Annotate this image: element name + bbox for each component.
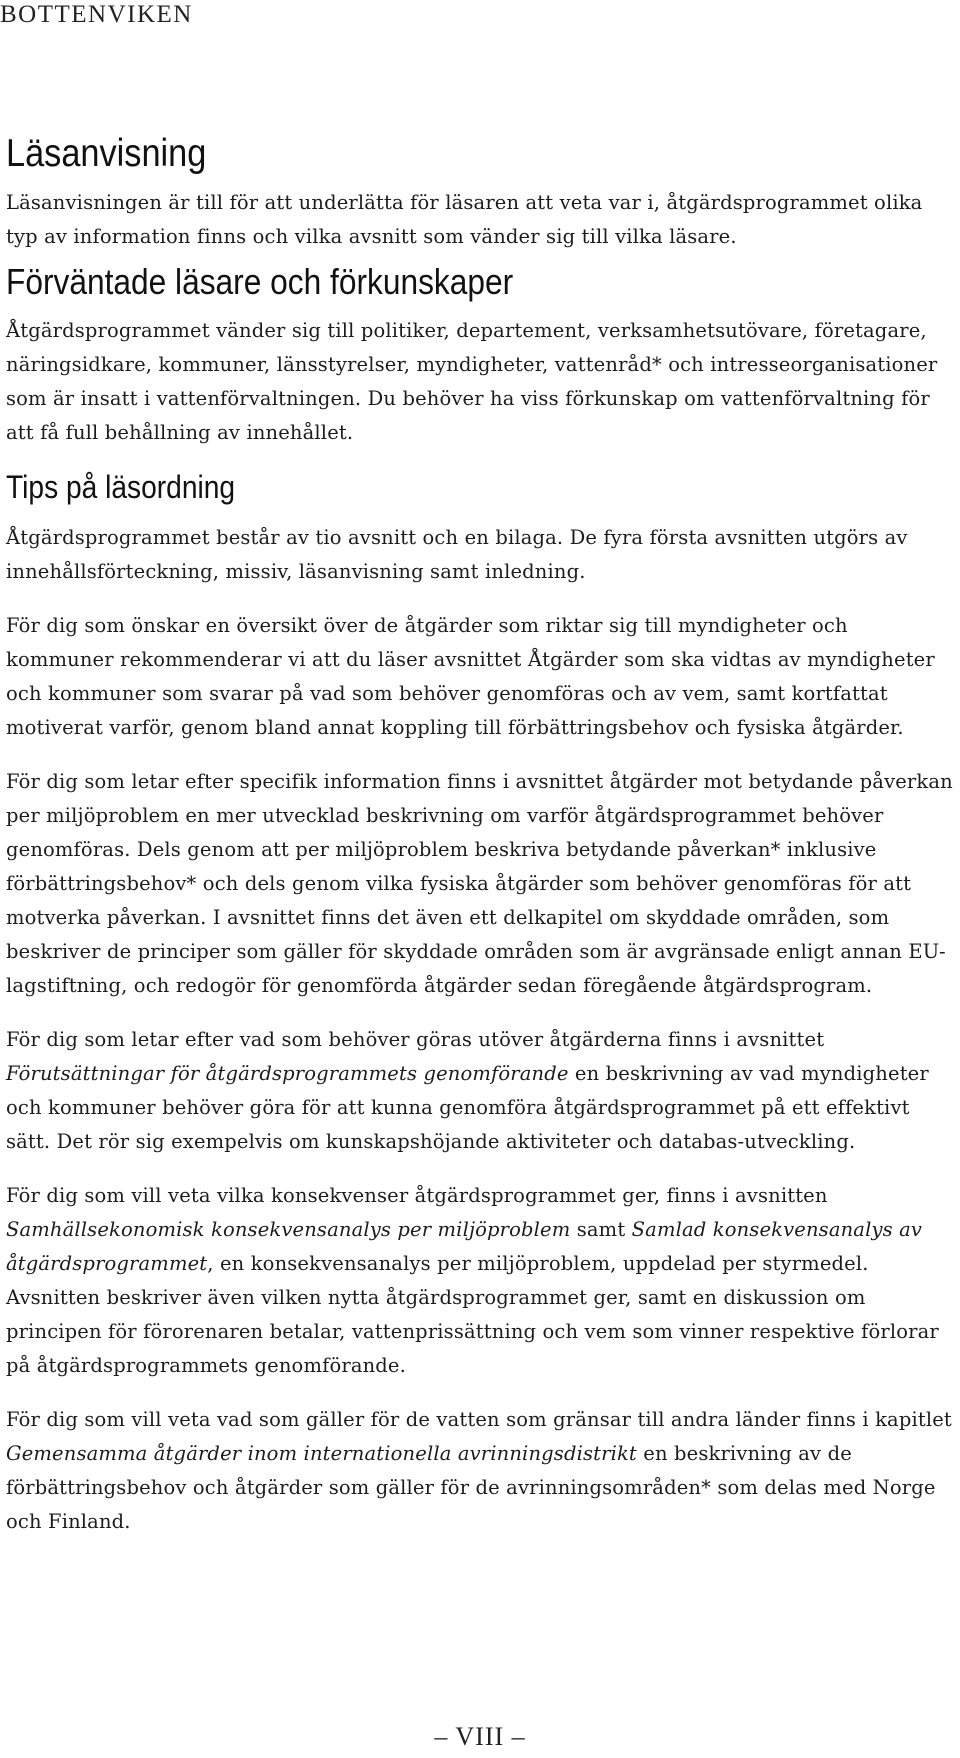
section-heading: Läsanvisning: [6, 132, 207, 175]
page-number: – VIII –: [434, 1722, 526, 1751]
running-header: BOTTENVIKEN: [0, 1, 193, 28]
paragraph: [6, 1179, 956, 1383]
paragraph-text: samt: [570, 1218, 632, 1241]
paragraph: Åtgärdsprogrammet består av tio avsnitt och en bilaga. De fyra första avsnitten utgörs av innehållsförteckning, missiv, läsanvisning samt inledning.: [6, 526, 908, 583]
paragraph: För dig som letar efter specifik information finns i avsnittet åtgärder mot betydande påverkan per miljöproblem en mer utvecklad beskrivning om varför åtgärdsprogrammet behöver genomföras. Dels genom att per miljöproblem beskriva betydande påverkan* inklusive förbättringsbehov* och dels genom vilka fysiska åtgärder som behöver genomföras för att motverka påverkan. I avsnittet finns det även ett delkapitel om skyddade områden, som beskriver de principer som gäller för skyddade områden som är avgränsade enligt annan EU-lagstiftning, och redogör för genomförda åtgärder sedan föregående åtgärdsprogram.: [6, 770, 953, 997]
paragraph: För dig som önskar en översikt över de åtgärder som riktar sig till myndigheter och kommuner rekommenderar vi att du läser avsnittet Åtgärder som ska vidtas av myndigheter och kommuner som svarar på vad som behöver genomföras och av vem, samt kortfattat motiverat varför, genom bland annat koppling till förbättringsbehov och fysiska åtgärder.: [6, 614, 935, 739]
section-reference: Samlad konsekvensanalys av åtgärdsprogrammet: [6, 1218, 923, 1275]
section-heading: Förväntade läsare och förkunskaper: [6, 261, 514, 302]
paragraph-text: För dig som vill veta vad som gäller för de vatten som gränsar till andra länder finns i kapitlet: [6, 1408, 952, 1431]
section-heading: Tips på läsordning: [6, 469, 236, 505]
paragraph: [6, 1023, 956, 1159]
section-tips-pa-lasordning: [6, 467, 956, 1539]
section-reference: Förutsättningar för åtgärdsprogrammets genomförande: [6, 1062, 569, 1085]
paragraph-text: För dig som vill veta vilka konsekvenser åtgärdsprogrammet ger, finns i avsnitten: [6, 1184, 828, 1207]
section-reference: Samhällsekonomisk konsekvensanalys per miljöproblem: [6, 1218, 571, 1241]
paragraph-text: För dig som letar efter vad som behöver göras utöver åtgärderna finns i avsnittet: [6, 1028, 825, 1051]
paragraph: [6, 1403, 956, 1539]
paragraph-text: en beskrivning av vad myndigheter och kommuner behöver göra för att kunna genomföra åtgärdsprogrammet på ett effektivt sätt. Det rör sig exempelvis om kunskapshöjande aktiviteter och databas-utveckling.: [6, 1062, 929, 1153]
paragraph-text: en beskrivning av de förbättringsbehov och åtgärder som gäller för de avrinningsområden* som delas med Norge och Finland.: [6, 1442, 936, 1533]
section-forvantade-lasare: [6, 260, 956, 450]
paragraph-text: , en konsekvensanalys per miljöproblem, uppdelad per styrmedel. Avsnitten beskriver även vilken nytta åtgärdsprogrammet ger, samt en diskussion om principen för förorenaren betalar, vattenprissättning och vem som vinner respektive förlorar på åtgärdsprogrammets genomförande.: [6, 1252, 939, 1377]
paragraph: Läsanvisningen är till för att underlätta för läsaren att veta var i, åtgärdsprogrammet olika typ av information finns och vilka avsnitt som vänder sig till vilka läsare.: [6, 191, 923, 248]
paragraph: Åtgärdsprogrammet vänder sig till politiker, departement, verksamhetsutövare, företagare, näringsidkare, kommuner, länsstyrelser, myndigheter, vattenråd* och intresseorganisationer som är insatt i vattenförvaltningen. Du behöver ha viss förkunskap om vattenförvaltning för att få full behållning av innehållet.: [6, 319, 938, 444]
section-lasanvisning: [6, 130, 956, 254]
section-reference: Gemensamma åtgärder inom internationella avrinningsdistrikt: [6, 1442, 637, 1465]
